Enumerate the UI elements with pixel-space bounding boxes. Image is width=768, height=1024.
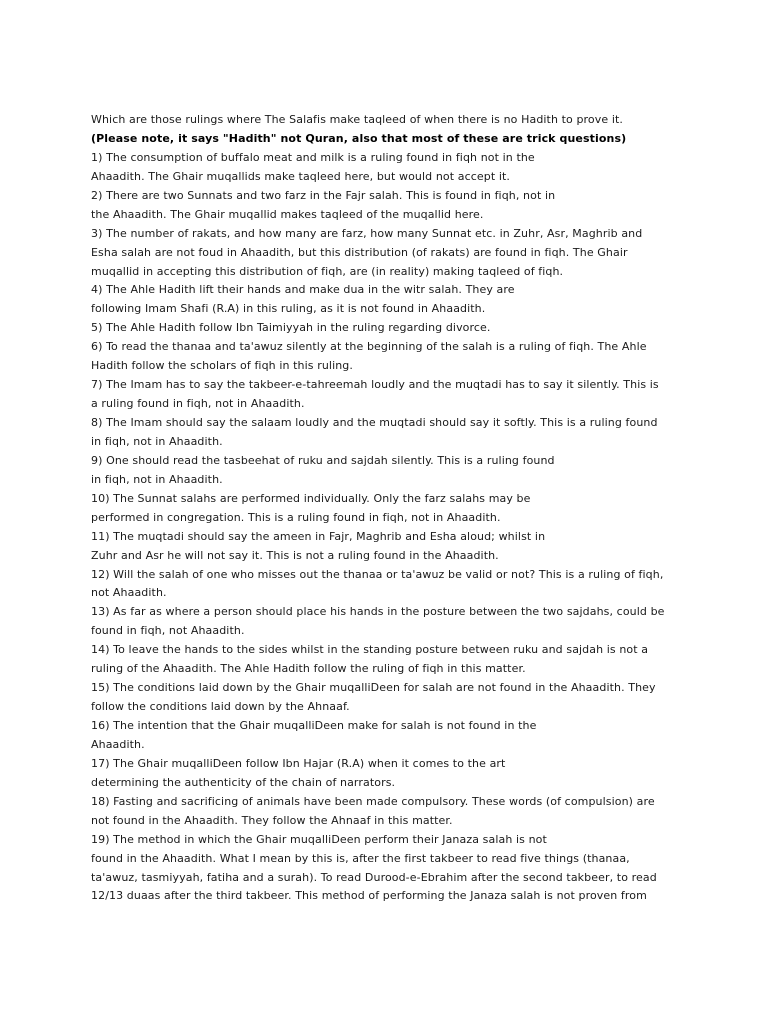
text-line: 5) The Ahle Hadith follow Ibn Taimiyyah in the ruling regarding divorce. — [91, 321, 491, 335]
text-line: 9) One should read the tasbeehat of ruku and sajdah silently. This is a ruling found — [91, 453, 555, 467]
text-line: 12) Will the salah of one who misses out the thanaa or ta'awuz be valid or not? This is a ruling of fiqh, — [91, 567, 664, 581]
text-line: 8) The Imam should say the salaam loudly and the muqtadi should say it softly. This is a ruling found — [91, 416, 658, 429]
text-line: 15) The conditions laid down by the Ghair muqalliDeen for salah are not found in the Ahaadith. They — [91, 681, 656, 695]
text-line: 11) The muqtadi should say the ameen in Fajr, Maghrib and Esha aloud; whilst in — [91, 529, 546, 543]
text-line: 4) The Ahle Hadith lift their hands and make dua in the witr salah. They are — [91, 283, 515, 297]
text-line: 14) To leave the hands to the sides whilst in the standing posture between ruku and sajdah is not a — [91, 643, 649, 657]
document-note: (Please note, it says "Hadith" not Quran, also that most of these are trick questions) — [91, 131, 627, 145]
text-line: 17) The Ghair muqalliDeen follow Ibn Hajar (R.A) when it comes to the art — [91, 756, 506, 770]
text-line: muqallid in accepting this distribution of fiqh, are (in reality) making taqleed of fiqh. — [91, 264, 564, 278]
text-line: the Ahaadith. The Ghair muqallid makes taqleed of the muqallid here. — [91, 207, 484, 221]
text-line: 2) There are two Sunnats and two farz in the Fajr salah. This is found in fiqh, not in — [91, 188, 556, 202]
text-line: Ahaadith. The Ghair muqallids make taqleed here, but would not accept it. — [91, 169, 511, 183]
text-line: not found in the Ahaadith. They follow the Ahnaaf in this matter. — [91, 813, 453, 827]
text-line: in fiqh, not in Ahaadith. — [91, 472, 223, 486]
text-line: Zuhr and Asr he will not say it. This is not a ruling found in the Ahaadith. — [91, 548, 499, 562]
text-line: not Ahaadith. — [91, 586, 167, 600]
text-line: found in the Ahaadith. What I mean by this is, after the first takbeer to read five things (thanaa, — [91, 851, 630, 865]
text-line: 10) The Sunnat salahs are performed individually. Only the farz salahs may be — [91, 491, 531, 505]
text-line: 18) Fasting and sacrificing of animals have been made compulsory. These words (of compulsion) are — [91, 794, 655, 808]
text-line: Hadith follow the scholars of fiqh in this ruling. — [91, 359, 353, 373]
text-line: 16) The intention that the Ghair muqalliDeen make for salah is not found in the — [91, 719, 537, 732]
text-line: 1) The consumption of buffalo meat and milk is a ruling found in fiqh not in the — [91, 150, 535, 164]
text-line: in fiqh, not in Ahaadith. — [91, 434, 223, 448]
text-line: 13) As far as where a person should place his hands in the posture between the two sajdahs, could be — [91, 605, 665, 619]
text-line: a ruling found in fiqh, not in Ahaadith. — [91, 397, 305, 411]
text-line: 6) To read the thanaa and ta'awuz silently at the beginning of the salah is a ruling of fiqh. The Ahle — [91, 340, 647, 354]
text-line: 3) The number of rakats, and how many are farz, how many Sunnat etc. in Zuhr, Asr, Maghrib and — [91, 226, 643, 240]
text-line: performed in congregation. This is a ruling found in fiqh, not in Ahaadith. — [91, 510, 501, 524]
document-heading: Which are those rulings where The Salafis make taqleed of when there is no Hadith to prove it. — [91, 113, 624, 126]
text-line: 7) The Imam has to say the takbeer-e-tahreemah loudly and the muqtadi has to say it silently. This is — [91, 378, 659, 392]
text-line: ta'awuz, tasmiyyah, fatiha and a surah). To read Durood-e-Ebrahim after the second takbeer, to read — [91, 870, 657, 884]
text-line: Esha salah are not foud in Ahaadith, but this distribution (of rakats) are found in fiqh. The Ghair — [91, 245, 628, 259]
text-line: 19) The method in which the Ghair muqalliDeen perform their Janaza salah is not — [91, 832, 547, 846]
text-line: determining the authenticity of the chain of narrators. — [91, 775, 396, 789]
text-line: 12/13 duaas after the third takbeer. This method of performing the Janaza salah is not proven from — [91, 889, 647, 903]
text-line: follow the conditions laid down by the Ahnaaf. — [91, 700, 350, 714]
text-line: found in fiqh, not Ahaadith. — [91, 624, 245, 638]
document-page — [91, 111, 701, 906]
text-line: ruling of the Ahaadith. The Ahle Hadith follow the ruling of fiqh in this matter. — [91, 662, 526, 676]
text-line: following Imam Shafi (R.A) in this ruling, as it is not found in Ahaadith. — [91, 302, 486, 316]
text-line: Ahaadith. — [91, 737, 145, 751]
